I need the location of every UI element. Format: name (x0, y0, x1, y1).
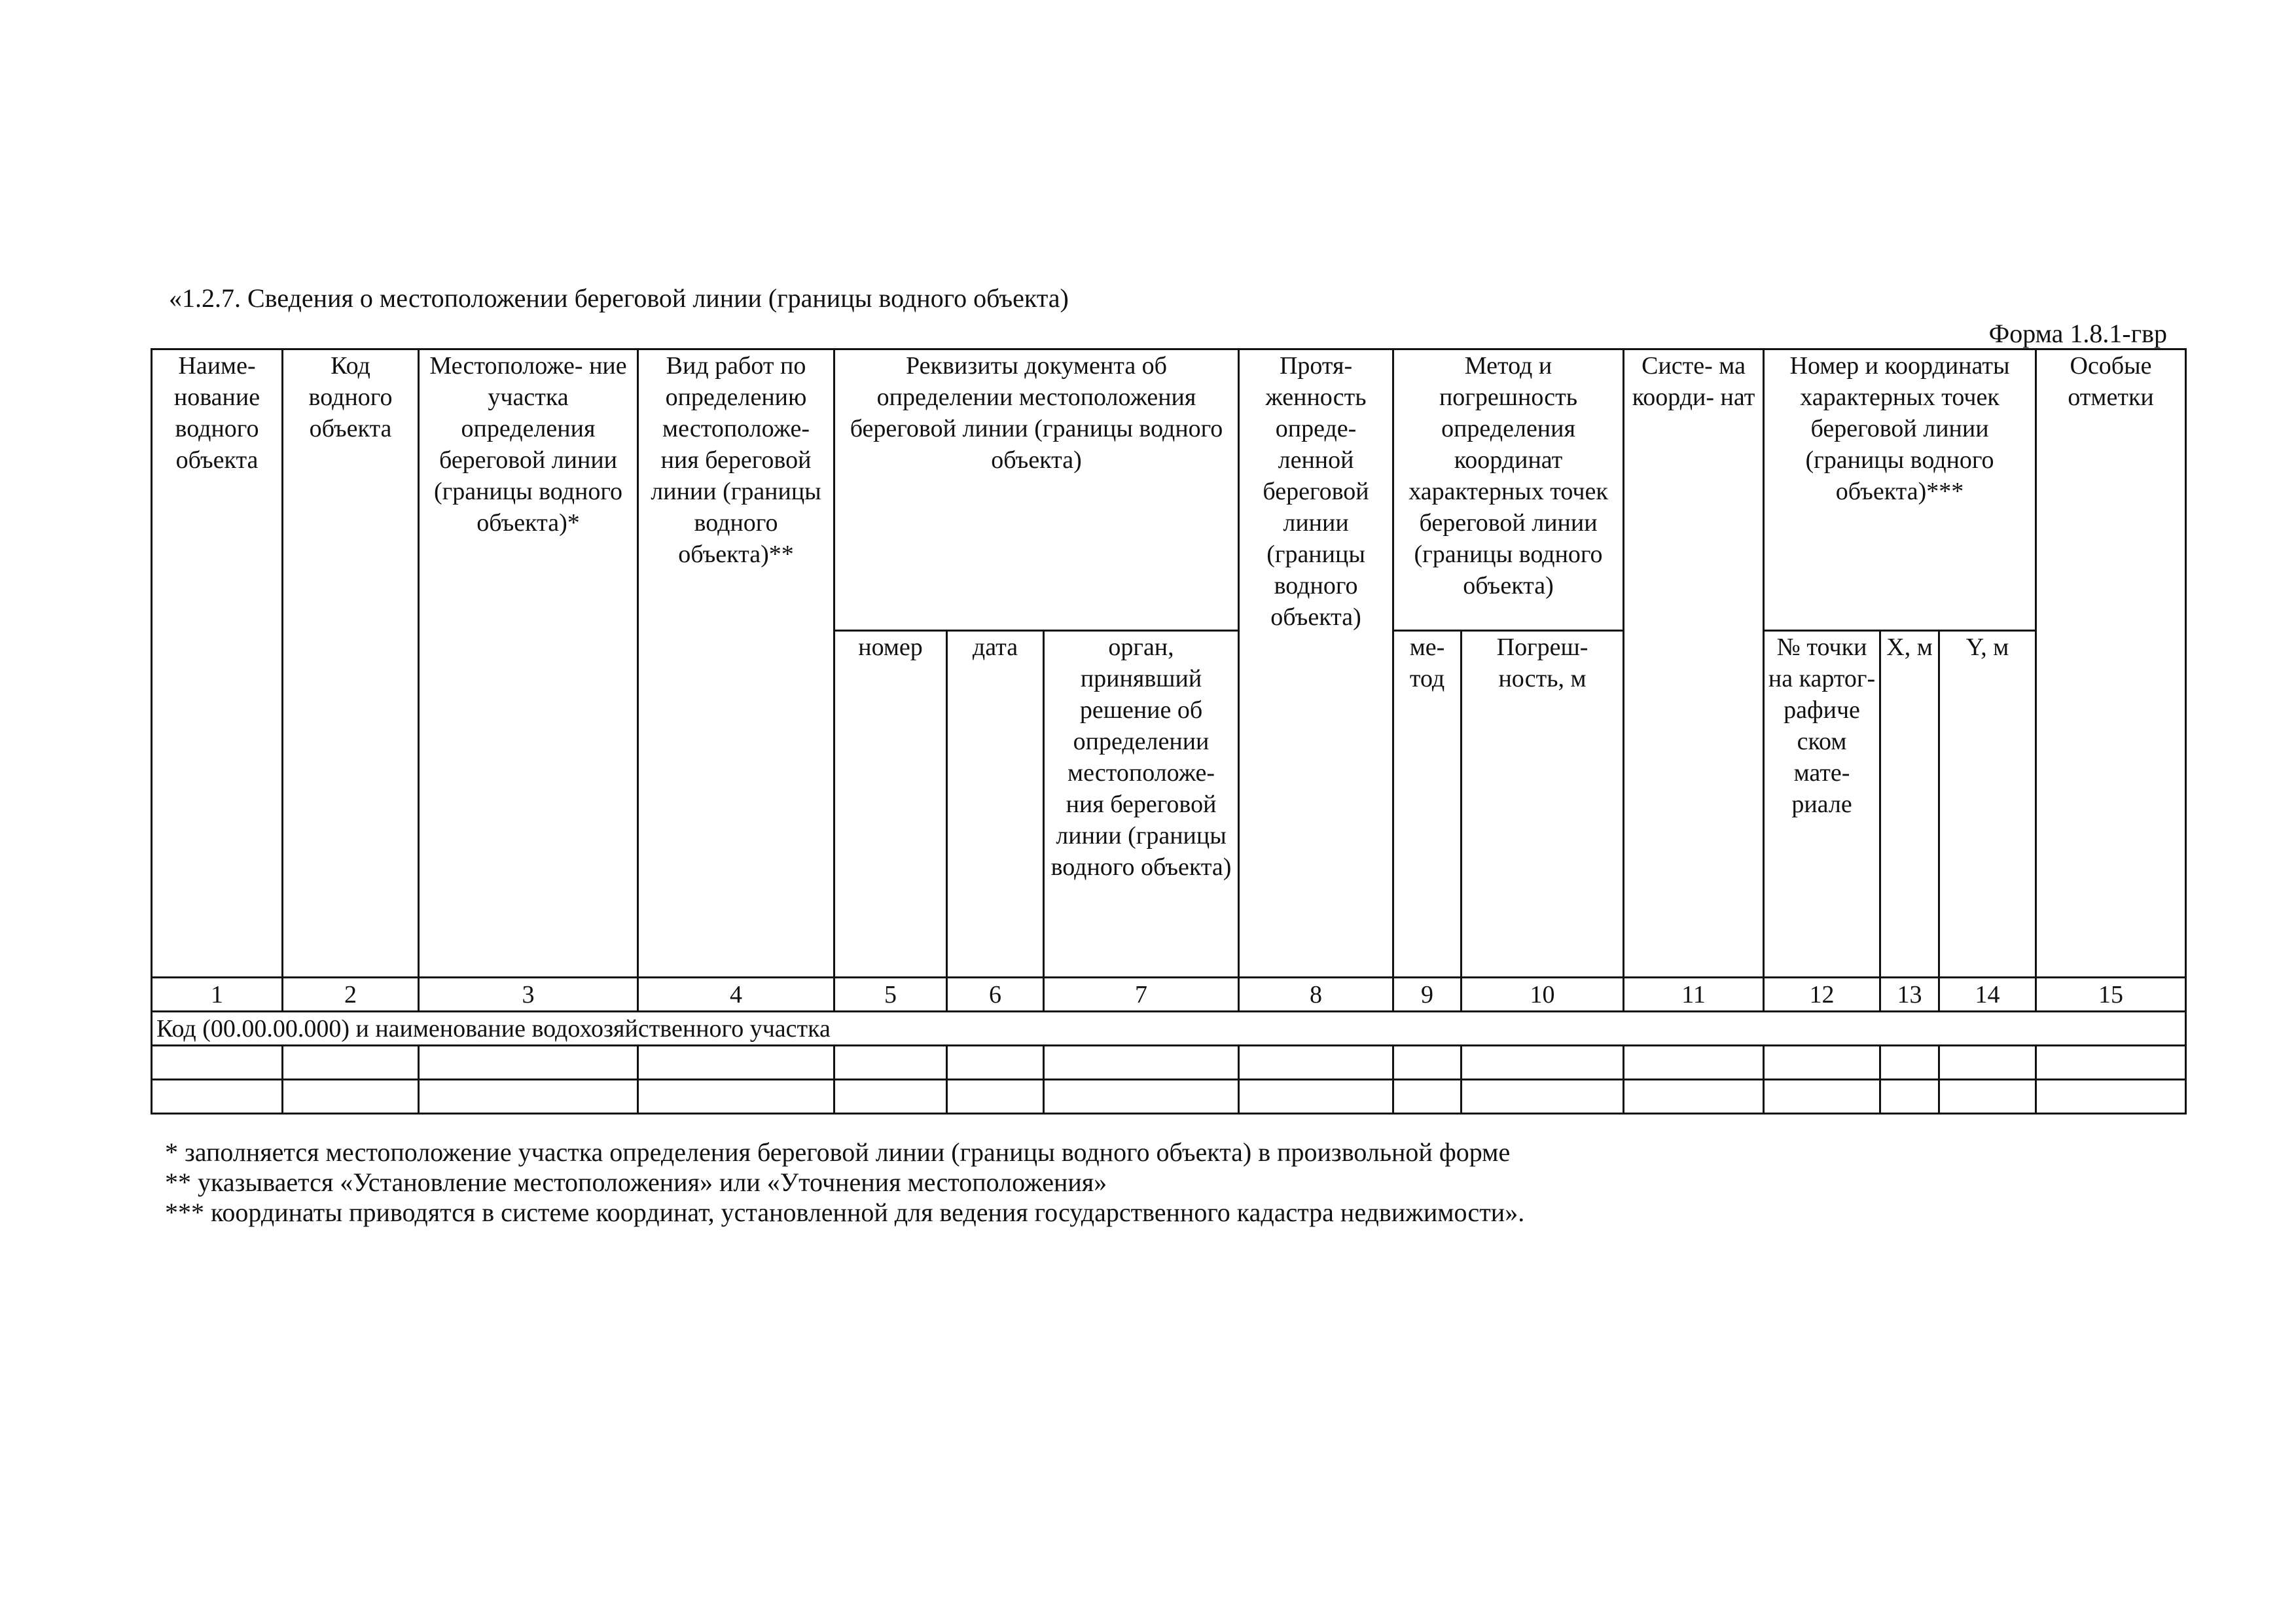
header-y: Y, м (1939, 631, 2036, 978)
table-cell (1239, 1080, 1393, 1114)
table-cell (1939, 1080, 2036, 1114)
table-cell (834, 1046, 947, 1080)
header-work-type: Вид работ по определению местоположе- ния береговой линии (границы водного объекта)** (638, 349, 834, 978)
table-cell (419, 1080, 638, 1114)
header-coordinate-system: Систе- ма коорди- нат (1624, 349, 1764, 978)
table-cell (834, 1080, 947, 1114)
column-number: 3 (419, 978, 638, 1012)
table-cell (1624, 1046, 1764, 1080)
footnote-1: * заполняется местоположение участка определения береговой линии (границы водного объекта) в произвольной форме (165, 1137, 1511, 1167)
header-x: X, м (1880, 631, 1939, 978)
table-cell (2036, 1046, 2186, 1080)
header-accuracy: Погреш- ность, м (1462, 631, 1624, 978)
header-doc-date: дата (947, 631, 1044, 978)
footnotes (165, 1137, 1524, 1228)
table-cell (1880, 1046, 1939, 1080)
table-cell (1393, 1080, 1462, 1114)
column-number: 15 (2036, 978, 2186, 1012)
shoreline-form-table (151, 348, 2187, 1115)
header-water-object-name: Наиме- нование водного объекта (152, 349, 283, 978)
table-cell (1239, 1046, 1393, 1080)
header-row-top (152, 349, 2186, 631)
header-doc-authority: орган, принявший решение об определении местоположе- ния береговой линии (границы водного объекта) (1044, 631, 1239, 978)
section-title: «1.2.7. Сведения о местоположении береговой линии (границы водного объекта) (169, 283, 1069, 313)
column-number-row (152, 978, 2186, 1012)
header-document-details: Реквизиты документа об определении местоположения береговой линии (границы водного объекта) (834, 349, 1239, 631)
column-number: 9 (1393, 978, 1462, 1012)
table-row (152, 1080, 2186, 1114)
column-number: 13 (1880, 978, 1939, 1012)
column-number: 7 (1044, 978, 1239, 1012)
section-row (152, 1012, 2186, 1046)
table-cell (1939, 1046, 2036, 1080)
table-cell (419, 1046, 638, 1080)
table-cell (1624, 1080, 1764, 1114)
table-row (152, 1046, 2186, 1080)
table-cell (1462, 1080, 1624, 1114)
footnote-2: ** указывается «Установление местоположения» или «Уточнения местоположения» (165, 1168, 1107, 1197)
header-special-notes: Особые отметки (2036, 349, 2186, 978)
column-number: 10 (1462, 978, 1624, 1012)
table-cell (1044, 1080, 1239, 1114)
form-number: Форма 1.8.1-гвр (1988, 319, 2167, 348)
table-cell (947, 1046, 1044, 1080)
table-cell (638, 1046, 834, 1080)
table-cell (283, 1080, 419, 1114)
header-method-accuracy: Метод и погрешность определения координат характерных точек береговой линии (границы водного объекта) (1393, 349, 1624, 631)
table-cell (947, 1080, 1044, 1114)
table-cell (1462, 1046, 1624, 1080)
table-cell (1044, 1046, 1239, 1080)
table-cell (152, 1080, 283, 1114)
column-number: 4 (638, 978, 834, 1012)
column-number: 6 (947, 978, 1044, 1012)
table-cell (152, 1046, 283, 1080)
header-points-coordinates: Номер и координаты характерных точек береговой линии (границы водного объекта)*** (1764, 349, 2036, 631)
table-cell (638, 1080, 834, 1114)
column-number: 5 (834, 978, 947, 1012)
column-number: 1 (152, 978, 283, 1012)
table-cell (1764, 1046, 1880, 1080)
column-number: 8 (1239, 978, 1393, 1012)
column-number: 11 (1624, 978, 1764, 1012)
column-number: 2 (283, 978, 419, 1012)
water-management-section-label: Код (00.00.00.000) и наименование водохозяйственного участка (152, 1012, 2186, 1046)
table-cell (1764, 1080, 1880, 1114)
header-method: ме- тод (1393, 631, 1462, 978)
table-cell (2036, 1080, 2186, 1114)
header-section-location: Местоположе- ние участка определения береговой линии (границы водного объекта)* (419, 349, 638, 978)
table-cell (283, 1046, 419, 1080)
header-water-object-code: Код водного объекта (283, 349, 419, 978)
header-doc-number: номер (834, 631, 947, 978)
header-point-number: № точки на картог- рафиче ском мате- риале (1764, 631, 1880, 978)
column-number: 14 (1939, 978, 2036, 1012)
table-cell (1880, 1080, 1939, 1114)
table-cell (1393, 1046, 1462, 1080)
column-number: 12 (1764, 978, 1880, 1012)
header-shoreline-length: Протя- женность опреде- ленной береговой линии (границы водного объекта) (1239, 349, 1393, 978)
footnote-3: *** координаты приводятся в системе координат, установленной для ведения государственного кадастра недвижимости». (165, 1198, 1525, 1227)
